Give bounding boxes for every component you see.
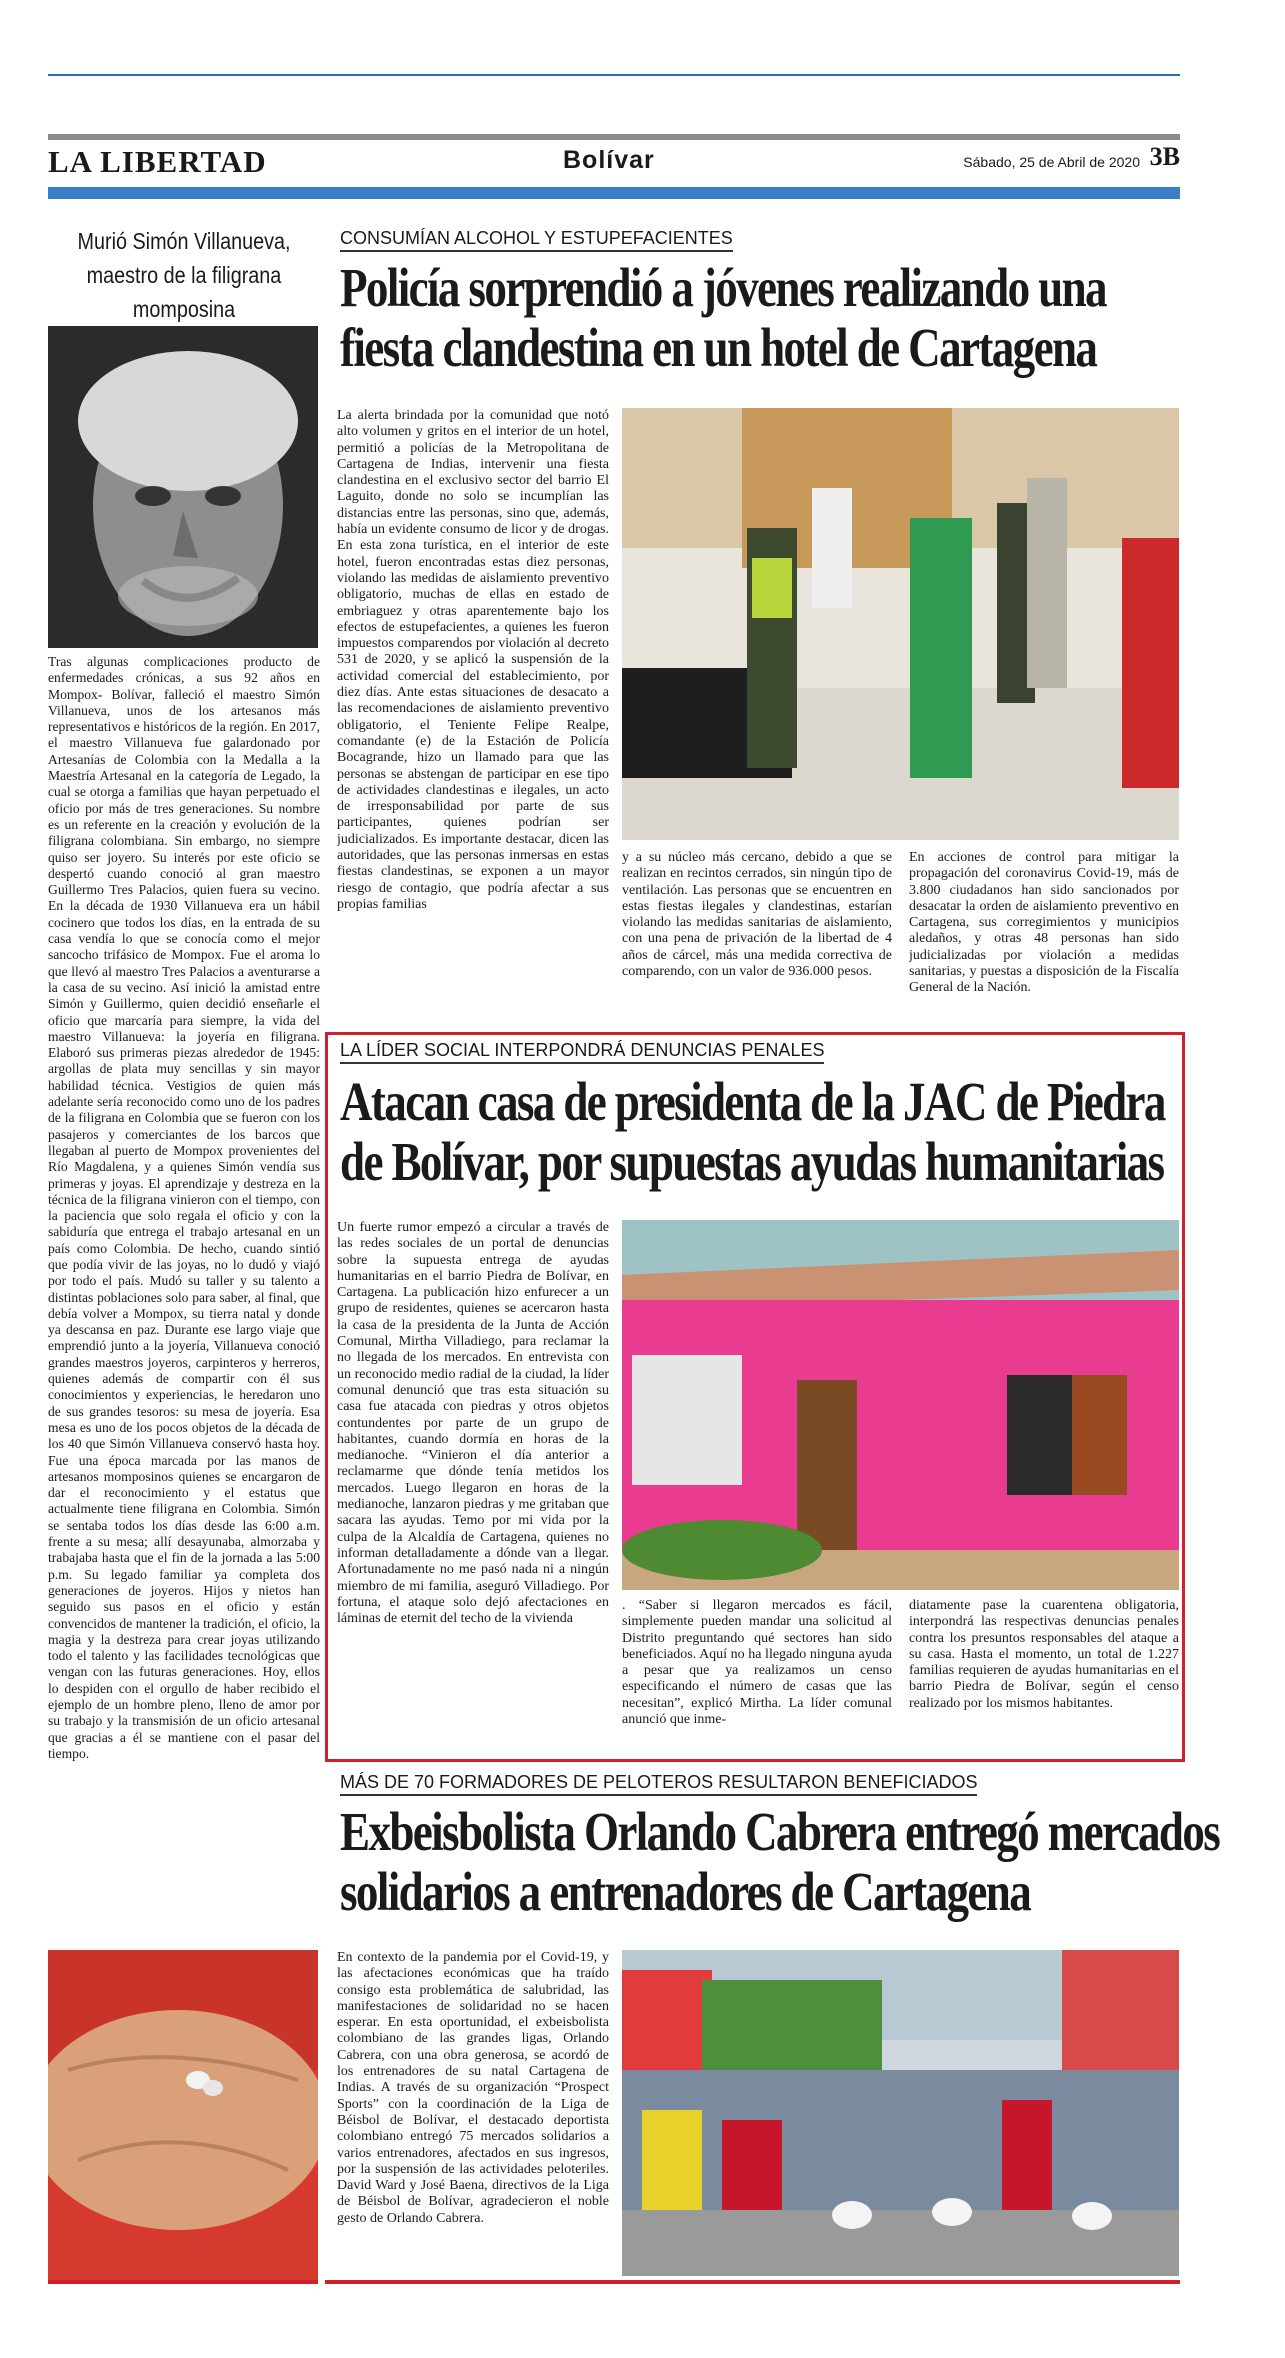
article1-col3: En acciones de control para mitigar la propagación del coronavirus Covid-19, más de 3.800 ciudadanos han sido sancionados por desacatar la orden de aislamiento preventivo en Cartagena, sus corregimientos y municipios aledaños, y otras 48 personas han sido judicializadas por violación a medidas sanitarias, y puestas a disposición de la Fiscalía General de la Nación. <box>909 850 1179 996</box>
left-bottom-rule <box>48 2280 318 2284</box>
party-photo <box>622 408 1179 840</box>
article1-headline-line1: Policía sorprendió a jóvenes realizando una <box>340 257 1106 318</box>
article2-kicker: LA LÍDER SOCIAL INTERPONDRÁ DENUNCIAS PENALES <box>340 1040 824 1064</box>
article1-col2: y a su núcleo más cercano, debido a que se realizan en recintos cerrados, sin ningún tipo de ventilación. Las personas que se encuentren en estas fiestas ilegales y clandestinas, estarían violando las medidas sanitarias de aislamiento, con una pena de privación de la libertad de 4 años de cárcel, más una medida correctiva de comparendo, con un valor de 936.000 pesos. <box>622 850 892 980</box>
article3-headline-line2: solidarios a entrenadores de Cartagena <box>340 1861 1031 1922</box>
section-name: Bolívar <box>563 146 655 174</box>
gray-rule <box>48 134 1180 140</box>
article2-kicker-wrap <box>340 1040 824 1064</box>
obituary-title-line1: Murió Simón Villanueva, <box>77 228 291 254</box>
article3-col1: En contexto de la pandemia por el Covid-19, y las afectaciones económicas que ha traído consigo esta problemática de salubridad, las manifestaciones de solidaridad no se hacen esperar. En esta oportunidad, el exbeisbolista colombiano de las grandes ligas, Orlando Cabrera, con una obra generosa, se acordó de los entrenadores de su natal Cartagena de Indias. A través de su organización “Prospect Sports” con la coordinación de la Liga de Béisbol de Bolívar, el destacado deportista colombiano entregó 75 mercados solidarios a varios entrenadores, afectados en sus ingresos, por la suspensión de las actividades peloteriles. David Ward y José Baena, directivos de la Liga de Béisbol de Bolívar, agradecieron el noble gesto de Orlando Cabrera. <box>337 1950 609 2226</box>
article1-kicker-wrap <box>340 228 733 252</box>
article3-headline-line1: Exbeisbolista Orlando Cabrera entregó mercados <box>340 1801 1220 1862</box>
house-photo <box>622 1220 1179 1590</box>
bottom-rule <box>325 2280 1180 2284</box>
article1-kicker: CONSUMÍAN ALCOHOL Y ESTUPEFACIENTES <box>340 228 733 252</box>
masthead <box>48 140 1180 186</box>
obituary-title-line2: maestro de la filigrana momposina <box>86 262 282 322</box>
hand-photo <box>48 1950 318 2282</box>
coaches-photo <box>622 1950 1179 2276</box>
article2-headline <box>340 1072 1242 1192</box>
top-rule <box>48 74 1180 76</box>
article2-col1: Un fuerte rumor empezó a circular a través de las redes sociales de un portal de denuncias sobre la supuesta entrega de ayudas humanitarias en el barrio Piedra de Bolívar, en Cartagena. La publicación hizo enfurecer a un grupo de residentes, quienes se acercaron hasta la casa de la presidenta de la Junta de Acción Comunal, Mirtha Villadiego, para reclamar la no llegada de los mercados. En entrevista con un reconocido medio radial de la ciudad, la líder comunal denunció que tras esta situación su casa fue atacada con piedras y otros objetos contundentes por parte de un grupo de habitantes, cuando dormía en horas de la medianoche. “Vinieron el día anterior a reclamarme que dónde tenía metidos los mercados. Luego llegaron en horas de la medianoche, lanzaron piedras y me gritaban que sacara las ayudas. Temo por mi vida por la culpa de la Alcaldía de Cartagena, quienes no informan detalladamente a dónde van a llegar. Afortunadamente no me pasó nada ni a ningún miembro de mi familia, aseguró Villadiego. Por fortuna, el ataque solo dejó afectaciones en láminas de eternit del techo de la vivienda <box>337 1220 609 1627</box>
article2-headline-line1: Atacan casa de presidenta de la JAC de Piedra <box>340 1071 1165 1132</box>
article2-col2: . “Saber si llegaron mercados es fácil, simplemente pueden mandar una solicitud al Distrito preguntando qué sectores han sido beneficiados. Aquí no ha llegado ninguna ayuda a pesar que ya realizamos un censo especificando el número de casas que las necesitan”, explicó Mirtha. La líder comunal anunció que inme- <box>622 1598 892 1728</box>
dateline: Sábado, 25 de Abril de 2020 <box>963 154 1140 170</box>
article2-col3: diatamente pase la cuarentena obligatoria, interpondrá las respectivas denuncias penales contra los presuntos responsables del ataque a su casa. Hasta el momento, un total de 1.227 familias requieren de ayudas humanitarias en el barrio Piedra de Bolívar, según el censo realizado por los mismos habitantes. <box>909 1598 1179 1711</box>
article1-headline-line2: fiesta clandestina en un hotel de Cartagena <box>340 317 1097 378</box>
article2-headline-line2: de Bolívar, por supuestas ayudas humanitarias <box>340 1131 1164 1192</box>
portrait-photo <box>48 326 318 648</box>
obituary-title <box>67 224 301 326</box>
blue-rule <box>48 187 1180 199</box>
article1-col1: La alerta brindada por la comunidad que notó alto volumen y gritos en el interior de un hotel, permitió a policías de la Metropolitana de Cartagena de Indias, intervenir una fiesta clandestina en el exclusivo sector del barrio El Laguito, donde no solo se incumplían las distancias entre las personas, sino que, además, había un evidente consumo de licor y de drogas. En esta zona turística, en el interior de este hotel, fueron encontradas estas diez personas, violando las medidas de aislamiento preventivo obligatorio, muchas de ellas en estado de embriaguez y otras aparentemente bajo los efectos de estupefacientes, a quienes les fueron impuestos comparendos por violación al decreto 531 de 2020, y se aplicó la suspensión de la actividad comercial del establecimiento, por diez días. Ante estas situaciones de desacato a las recomendaciones de aislamiento preventivo obligatorio, el Teniente Felipe Realpe, comandante (e) de la Estación de Policía Bocagrande, hizo un llamado para que las personas se abstengan de participar en ese tipo de actividades clandestinas e ilegales, un acto de irresponsabilidad por parte de sus participantes, quienes podrían ser judicializados. Es importante destacar, dicen las autoridades, que las personas inmersas en estas fiestas clandestinas, se exponen a un mayor riesgo de contagio, que podría afectar a sus propias familias <box>337 408 609 912</box>
article1-headline <box>340 258 1242 378</box>
page-number: 3B <box>1149 142 1180 171</box>
obituary-text: Tras algunas complicaciones producto de enfermedades crónicas, a sus 92 años en Mompox- Bolívar, falleció el maestro Simón Villanueva, unos de los artesanos más representativos e históricos de la región. En 2017, el maestro Villanueva fue galardonado por Artesanías de Colombia con la Medalla a la Maestría Artesanal en la categoría de Legado, la cual se otorga a familias que hayan perpetuado el oficio por más de tres generaciones. Su nombre es un referente en la creación y evolución de la filigrana colombiana. Sin embargo, no siempre quiso ser joyero. Su interés por este oficio se despertó cuando conoció al gran maestro Guillermo Tres Palacios, quien fuera su vecino. En la década de 1930 Villanueva era un hábil cocinero que todos los días, en la entrada de su casa vendía lo que se conocía como el mejor sancocho trifásico de Mompox. Fue el aroma lo que llevó al maestro Tres Palacios a aventurarse a la casa de su vecino. Así inició la amistad entre Simón y Guillermo, quien decidió enseñarle el oficio que marcaría para siempre, la vida del maestro Villanueva: la joyería en filigrana. Elaboró sus primeras piezas alrededor de 1945: argollas de plata muy sencillas y sin mayor habilidad técnica. Vestigios de quien más adelante sería reconocido como uno de los padres de la filigrana en Colombia que se fueron con los pasajeros y comerciantes de los barcos que llegaban al puerto de Mompox provenientes del Río Magdalena, y a quienes Simón vendía sus primeras y joyas. El aprendizaje y destreza en la técnica de la filigrana vinieron con el tiempo, con la paciencia que solo regala el oficio y con la sabiduría que entrega el trabajo artesanal en un país como Colombia. De hecho, cuando sintió que podía vivir de las joyas, no lo dudó y viajó por todo el país. Mudó su taller y su talento a distintas poblaciones solo para saber, al final, que debía volver a Mompox, su tierra natal y donde ya descansa en paz. Durante ese largo viaje que emprendió junto a la joyería, Villanueva conoció grandes maestros joyeros, carpinteros y herreros, quienes además de compartir con él sus conocimientos y experiencias, le heredaron uno de sus grandes tesoros: su mesa de joyería. Esa mesa es uno de los pocos objetos de la década de los 40 que Simón Villanueva conservó hasta hoy. Fue una época marcada por las manos de artesanos momposinos quienes se encargaron de dar el reconocimiento y el estatus que actualmente tiene filigrana en Colombia. Simón se sentaba todos los días desde las 6:00 a.m. frente a su mesa; allí desayunaba, almorzaba y trabajaba hasta que el fin de la jornada a las 5:00 p.m. Su legado familiar ya completa dos generaciones de joyeros. Hijos y nietos han seguido sus pasos en el oficio y están convencidos de mantener la tradición, el oficio, la magia y la destreza para crear joyas utilizando todo el talento y las facilidades tecnológicas que vengan con las futuras generaciones. Hoy, ellos lo despiden con el orgullo de haber recibido el ejemplo de un hombre pleno, lleno de amor por su trabajo y la transmisión de un oficio artesanal que gracias a él se mantiene con el pasar del tiempo. <box>48 654 320 1761</box>
article3-headline <box>340 1802 1242 1922</box>
paper-name: LA LIBERTAD <box>48 144 267 179</box>
article3-kicker: MÁS DE 70 FORMADORES DE PELOTEROS RESULTARON BENEFICIADOS <box>340 1772 977 1796</box>
article3-kicker-wrap <box>340 1772 977 1796</box>
